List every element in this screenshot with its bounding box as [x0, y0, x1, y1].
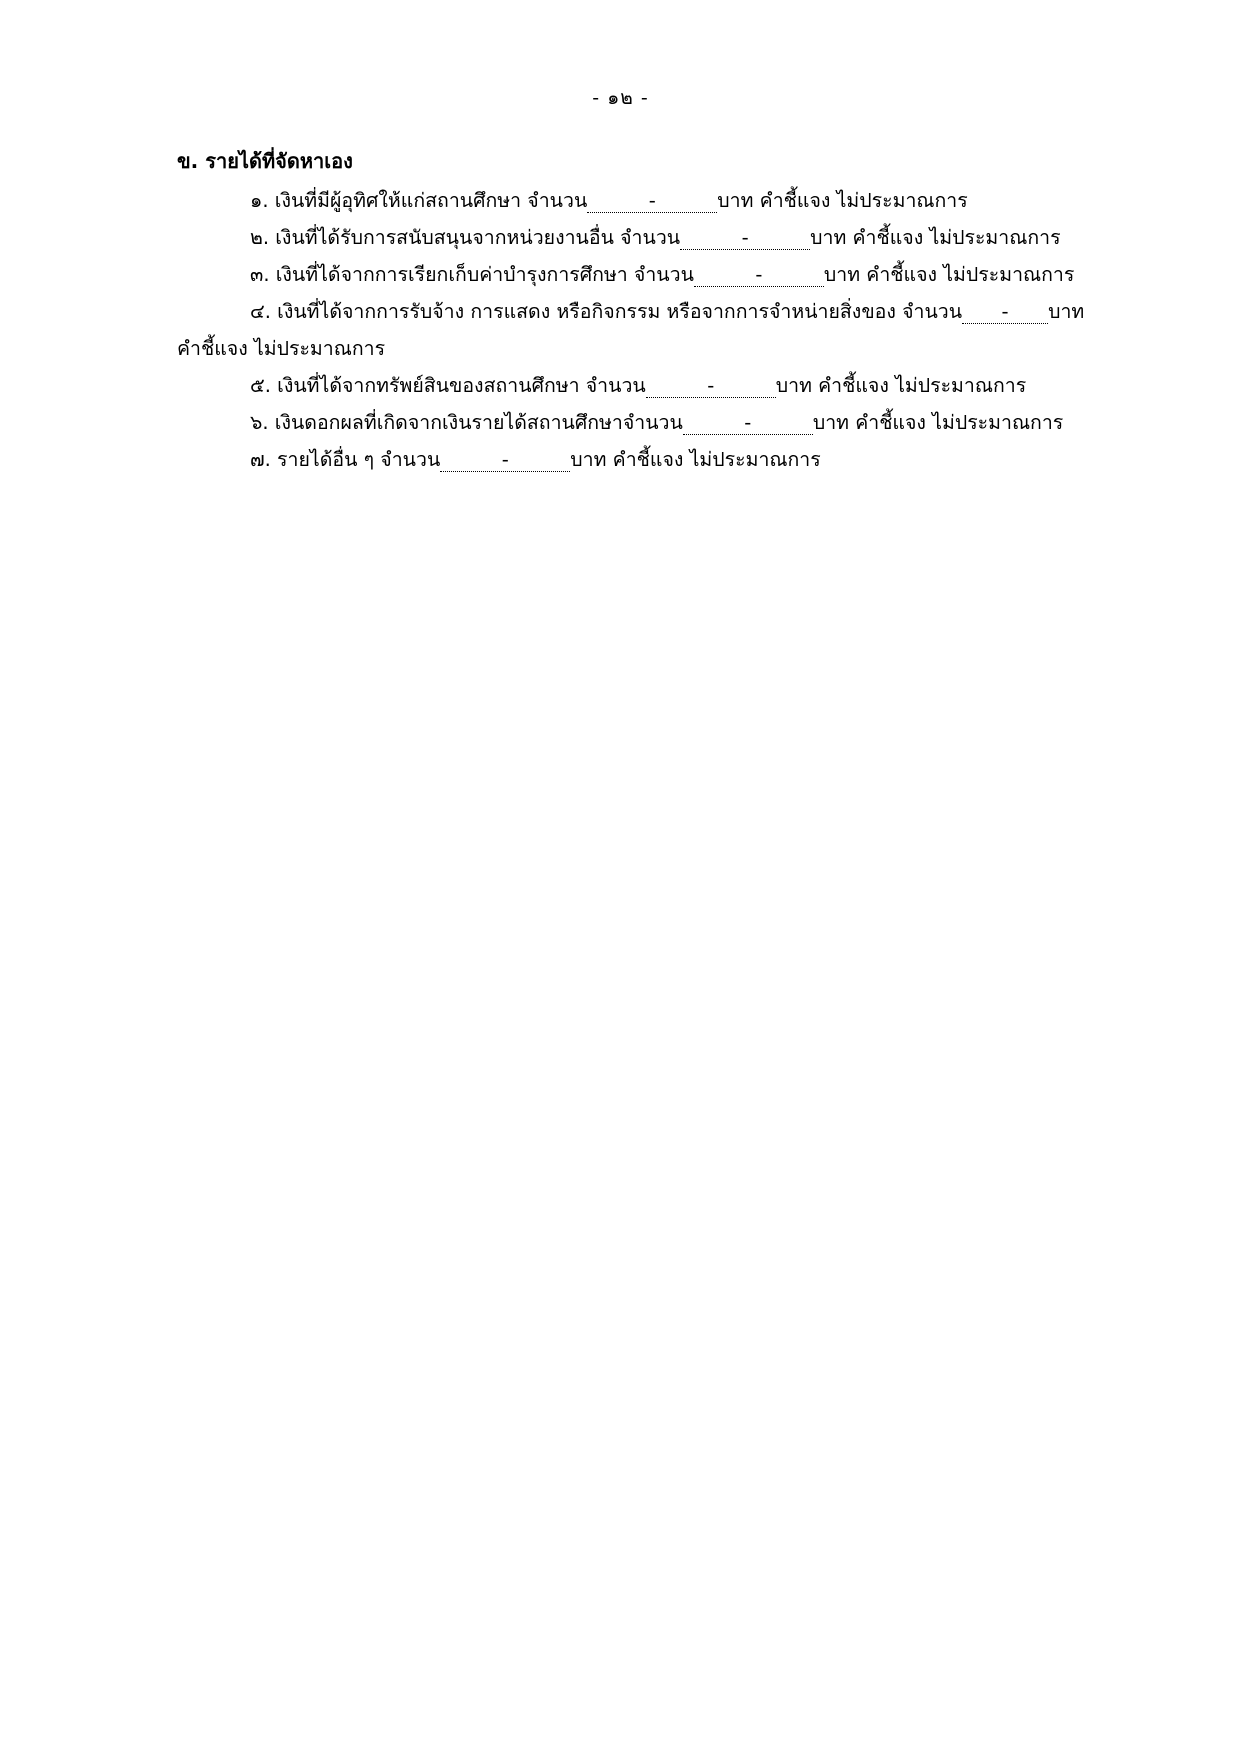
income-item-3 — [250, 261, 1074, 289]
amount-blank: - — [683, 412, 813, 435]
income-item-7 — [250, 446, 821, 474]
income-item-4 — [250, 298, 1084, 326]
income-item-suffix: บาท คำชี้แจง ไม่ประมาณการ — [810, 226, 1061, 249]
income-item-text: ๖. เงินดอกผลที่เกิดจากเงินรายได้สถานศึกษาจำนวน — [250, 411, 683, 434]
section-heading: ข. รายได้ที่จัดหาเอง — [177, 149, 353, 173]
income-item-5 — [250, 372, 1026, 400]
amount-blank: - — [646, 375, 776, 398]
amount-blank: - — [680, 227, 810, 250]
income-item-suffix: บาท คำชี้แจง ไม่ประมาณการ — [570, 448, 821, 471]
income-item-6 — [250, 409, 1063, 437]
income-item-text: ๕. เงินที่ได้จากทรัพย์สินของสถานศึกษา จำนวน — [250, 374, 646, 397]
income-item-2 — [250, 224, 1061, 252]
amount-blank: - — [440, 449, 570, 472]
income-item-suffix: บาท — [1048, 300, 1085, 323]
amount-blank: - — [587, 190, 717, 213]
income-item-text: ๒. เงินที่ได้รับการสนับสนุนจากหน่วยงานอื่น จำนวน — [250, 226, 681, 249]
amount-blank: - — [962, 301, 1048, 324]
income-item-text: ๓. เงินที่ได้จากการเรียกเก็บค่าบำรุงการศึกษา จำนวน — [250, 263, 694, 286]
amount-blank: - — [694, 264, 824, 287]
income-item-text: ๔. เงินที่ได้จากการรับจ้าง การแสดง หรือกิจกรรม หรือจากการจำหน่ายสิ่งของ จำนวน — [250, 300, 963, 323]
income-item-suffix: บาท คำชี้แจง ไม่ประมาณการ — [823, 263, 1075, 286]
income-item-text: ๑. เงินที่มีผู้อุทิศให้แก่สถานศึกษา จำนวน — [250, 189, 588, 212]
income-item-suffix: บาท คำชี้แจง ไม่ประมาณการ — [775, 374, 1027, 397]
income-item-suffix: บาท คำชี้แจง ไม่ประมาณการ — [812, 411, 1064, 434]
income-item-suffix: บาท คำชี้แจง ไม่ประมาณการ — [717, 189, 968, 212]
income-item-1 — [250, 187, 968, 215]
income-item-4-continuation: คำชี้แจง ไม่ประมาณการ — [177, 337, 386, 360]
page-number: - ๑๒ - — [592, 87, 649, 109]
income-item-text: ๗. รายได้อื่น ๆ จำนวน — [250, 448, 441, 471]
